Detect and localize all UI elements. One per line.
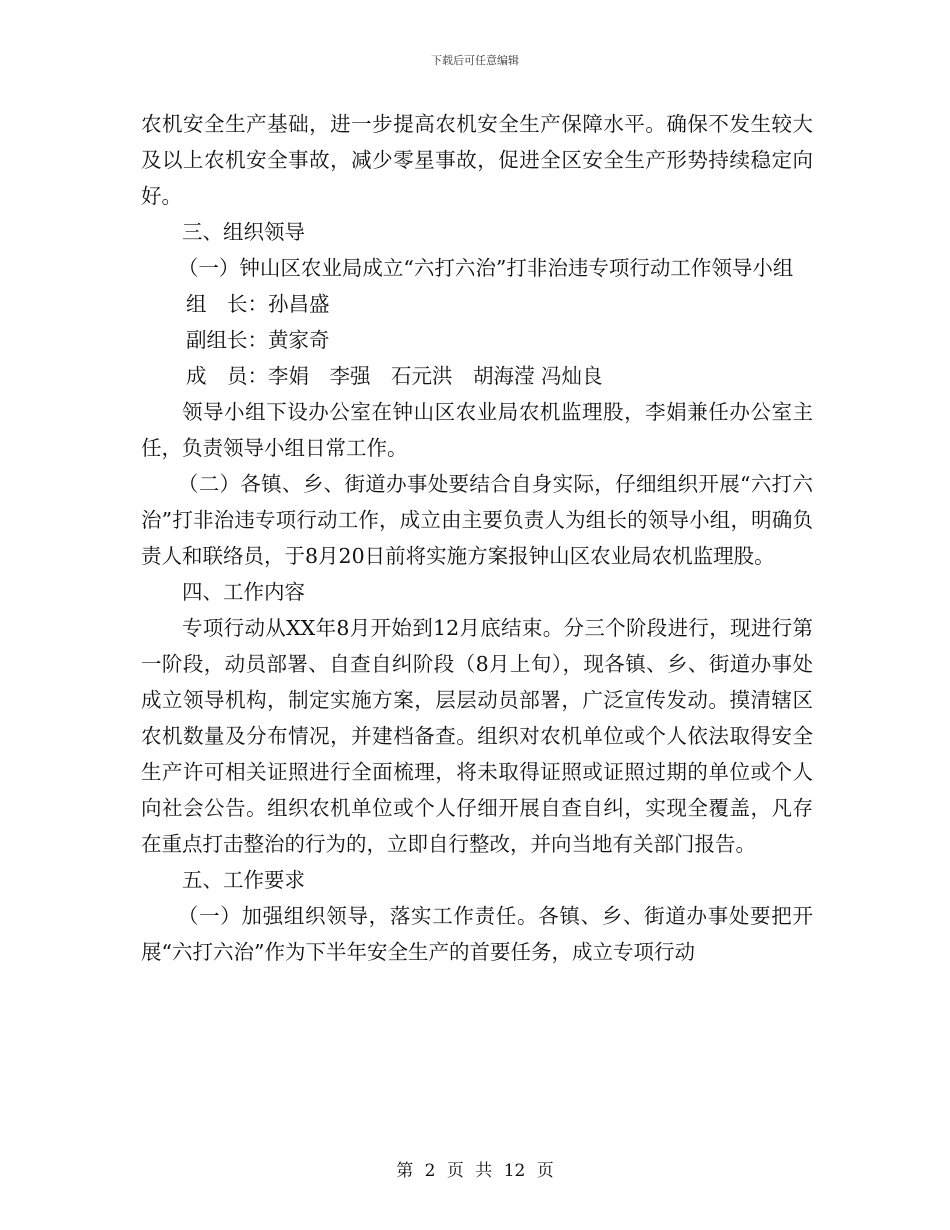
- section-heading-work-requirements: 五、工作要求: [182, 868, 305, 892]
- paragraph-leadership-group: （一）钟山区农业局成立“六打六治”打非治违专项行动工作领导小组: [177, 256, 794, 280]
- roster-deputy: 副组长：黄家奇: [186, 328, 330, 352]
- paragraph-continuation: 农机安全生产基础，进一步提高农机安全生产保障水平。确保不发生较大及以上农机安全事故，减少零星事故，促进全区安全生产形势持续稳定向好。: [141, 112, 813, 208]
- document-body: [141, 106, 813, 970]
- page-header: 下载后可任意编辑: [431, 54, 519, 67]
- roster-members: 成 员：李娟 李强 石元洪 胡海滢 冯灿良: [186, 364, 603, 388]
- section-heading-organization: 三、组织领导: [182, 220, 305, 244]
- section-heading-work-content: 四、工作内容: [182, 580, 305, 604]
- page-number: 第 2 页 共 12 页: [396, 1161, 554, 1181]
- paragraph-office: 领导小组下设办公室在钟山区农业局农机监理股，李娟兼任办公室主任，负责领导小组日常工作。: [141, 400, 813, 460]
- paragraph-work-content: 专项行动从XX年8月开始到12月底结束。分三个阶段进行，现进行第一阶段，动员部署、自查自纠阶段（8月上旬），现各镇、乡、街道办事处成立领导机构，制定实施方案，层层动员部署，广泛宣传发动。摸清辖区农机数量及分布情况，并建档备查。组织对农机单位或个人依法取得安全生产许可相关证照进行全面梳理，将未取得证照或证照过期的单位或个人向社会公告。组织农机单位或个人仔细开展自查自纠，实现全覆盖，凡存在重点打击整治的行为的，立即自行整改，并向当地有关部门报告。: [141, 616, 813, 856]
- paragraph-town-requirements: （二）各镇、乡、街道办事处要结合自身实际，仔细组织开展“六打六治”打非治违专项行动工作，成立由主要负责人为组长的领导小组，明确负责人和联络员，于8月20日前将实施方案报钟山区农业局农机监理股。: [141, 472, 813, 568]
- roster-leader: 组 长：孙昌盛: [186, 292, 330, 316]
- paragraph-strengthen-leadership: （一）加强组织领导，落实工作责任。各镇、乡、街道办事处要把开展“六打六治”作为下半年安全生产的首要任务，成立专项行动: [141, 904, 813, 964]
